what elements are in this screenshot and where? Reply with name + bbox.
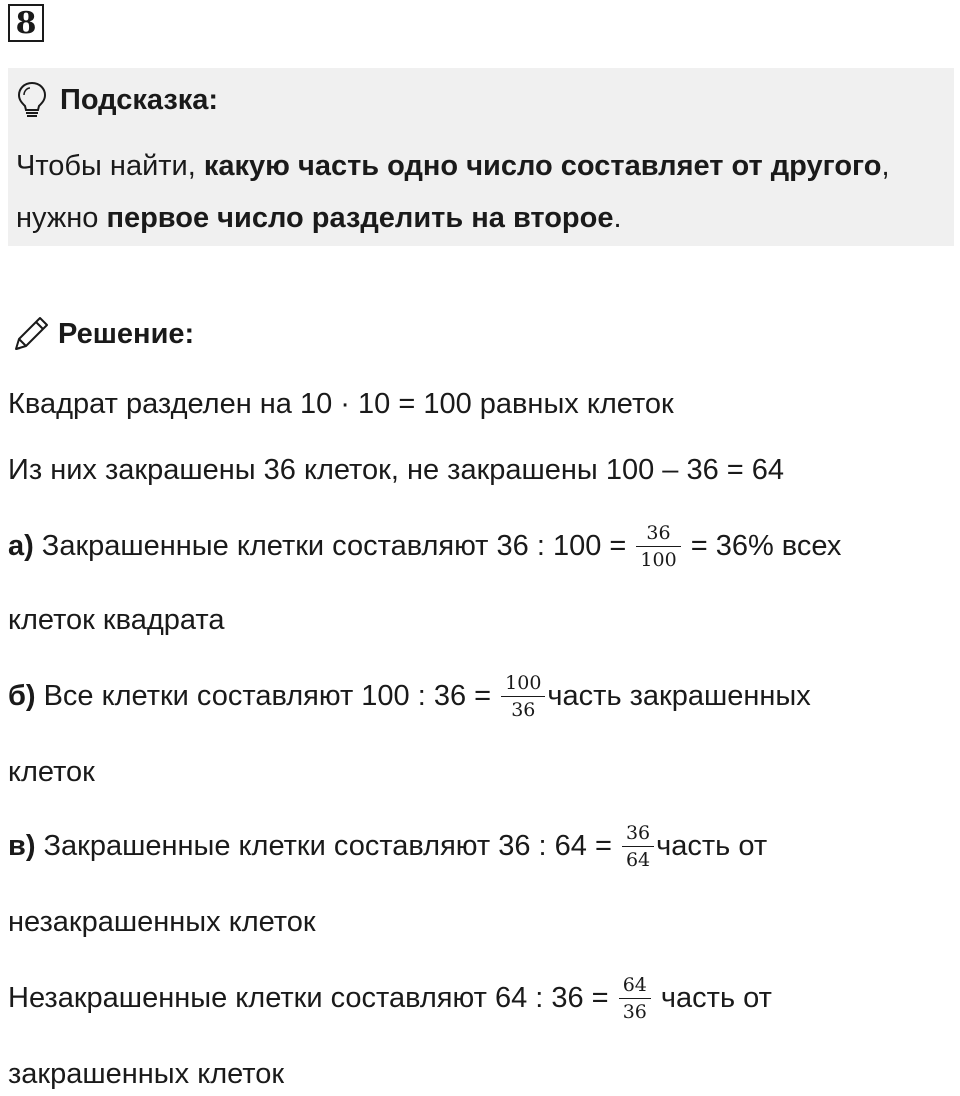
fraction-denominator: 36 <box>619 998 651 1023</box>
item-a-fraction <box>638 522 678 571</box>
fraction-denominator: 64 <box>622 846 654 871</box>
item-b-text-after: часть закрашенных <box>547 679 811 712</box>
hint-part: Чтобы найти, <box>16 150 204 182</box>
item-last-continuation <box>8 1054 284 1094</box>
item-last-text: Незакрашенные клетки составляют 64 : 36 = <box>8 981 617 1014</box>
solution-line-2 <box>8 450 784 490</box>
item-b <box>8 668 811 724</box>
item-a-text-after: = 36% всех <box>682 529 842 562</box>
pencil-icon <box>10 313 52 355</box>
fraction-numerator: 100 <box>505 671 542 694</box>
line-text: Из них закрашены 36 клеток, не закрашены 100 – 36 = 64 <box>8 453 785 486</box>
hint-part-bold: первое число разделить на второе <box>106 202 614 234</box>
item-a-continuation <box>8 600 224 640</box>
hint-title: Подсказка: <box>60 83 219 116</box>
item-v-text-after: часть от <box>656 829 768 862</box>
hint-part: . <box>613 202 622 234</box>
item-v-text: Закрашенные клетки составляют 36 : 64 = <box>43 829 620 862</box>
line-text: Квадрат разделен на 10 · 10 = 100 равных клеток <box>8 387 674 420</box>
item-b-fraction <box>503 672 543 721</box>
item-b-label: б) <box>8 679 36 712</box>
hint-text <box>16 140 936 244</box>
item-v-fraction <box>624 822 652 871</box>
task-number-text: 8 <box>15 5 37 41</box>
lightbulb-icon <box>16 81 48 119</box>
item-last <box>8 970 772 1026</box>
fraction-denominator: 36 <box>501 696 545 721</box>
item-b-continuation <box>8 752 95 792</box>
line-text: клеток <box>8 755 95 788</box>
item-v-continuation <box>8 902 316 942</box>
item-b-text: Все клетки составляют 100 : 36 = <box>43 679 500 712</box>
fraction-denominator: 100 <box>636 546 680 571</box>
item-v-label: в) <box>8 829 36 862</box>
item-a <box>8 518 841 574</box>
solution-line-1 <box>8 384 674 424</box>
fraction-numerator: 36 <box>646 521 671 544</box>
item-v <box>8 818 767 874</box>
item-last-fraction <box>621 974 649 1023</box>
hint-part: , нужно <box>16 150 890 234</box>
item-a-label: а) <box>8 529 34 562</box>
line-text: закрашенных клеток <box>8 1057 285 1090</box>
line-text: клеток квадрата <box>8 603 225 636</box>
line-text: незакрашенных клеток <box>8 905 316 938</box>
hint-part-bold: какую часть одно число составляет от другого <box>203 150 882 182</box>
item-a-text: Закрашенные клетки составляют 36 : 100 = <box>41 529 635 562</box>
hint-title-row <box>16 80 218 120</box>
item-last-text-after: часть от <box>652 981 772 1014</box>
fraction-numerator: 36 <box>625 821 651 844</box>
solution-title-row <box>10 312 194 356</box>
fraction-numerator: 64 <box>622 973 647 996</box>
task-number <box>8 4 44 42</box>
solution-title: Решение: <box>58 317 195 350</box>
